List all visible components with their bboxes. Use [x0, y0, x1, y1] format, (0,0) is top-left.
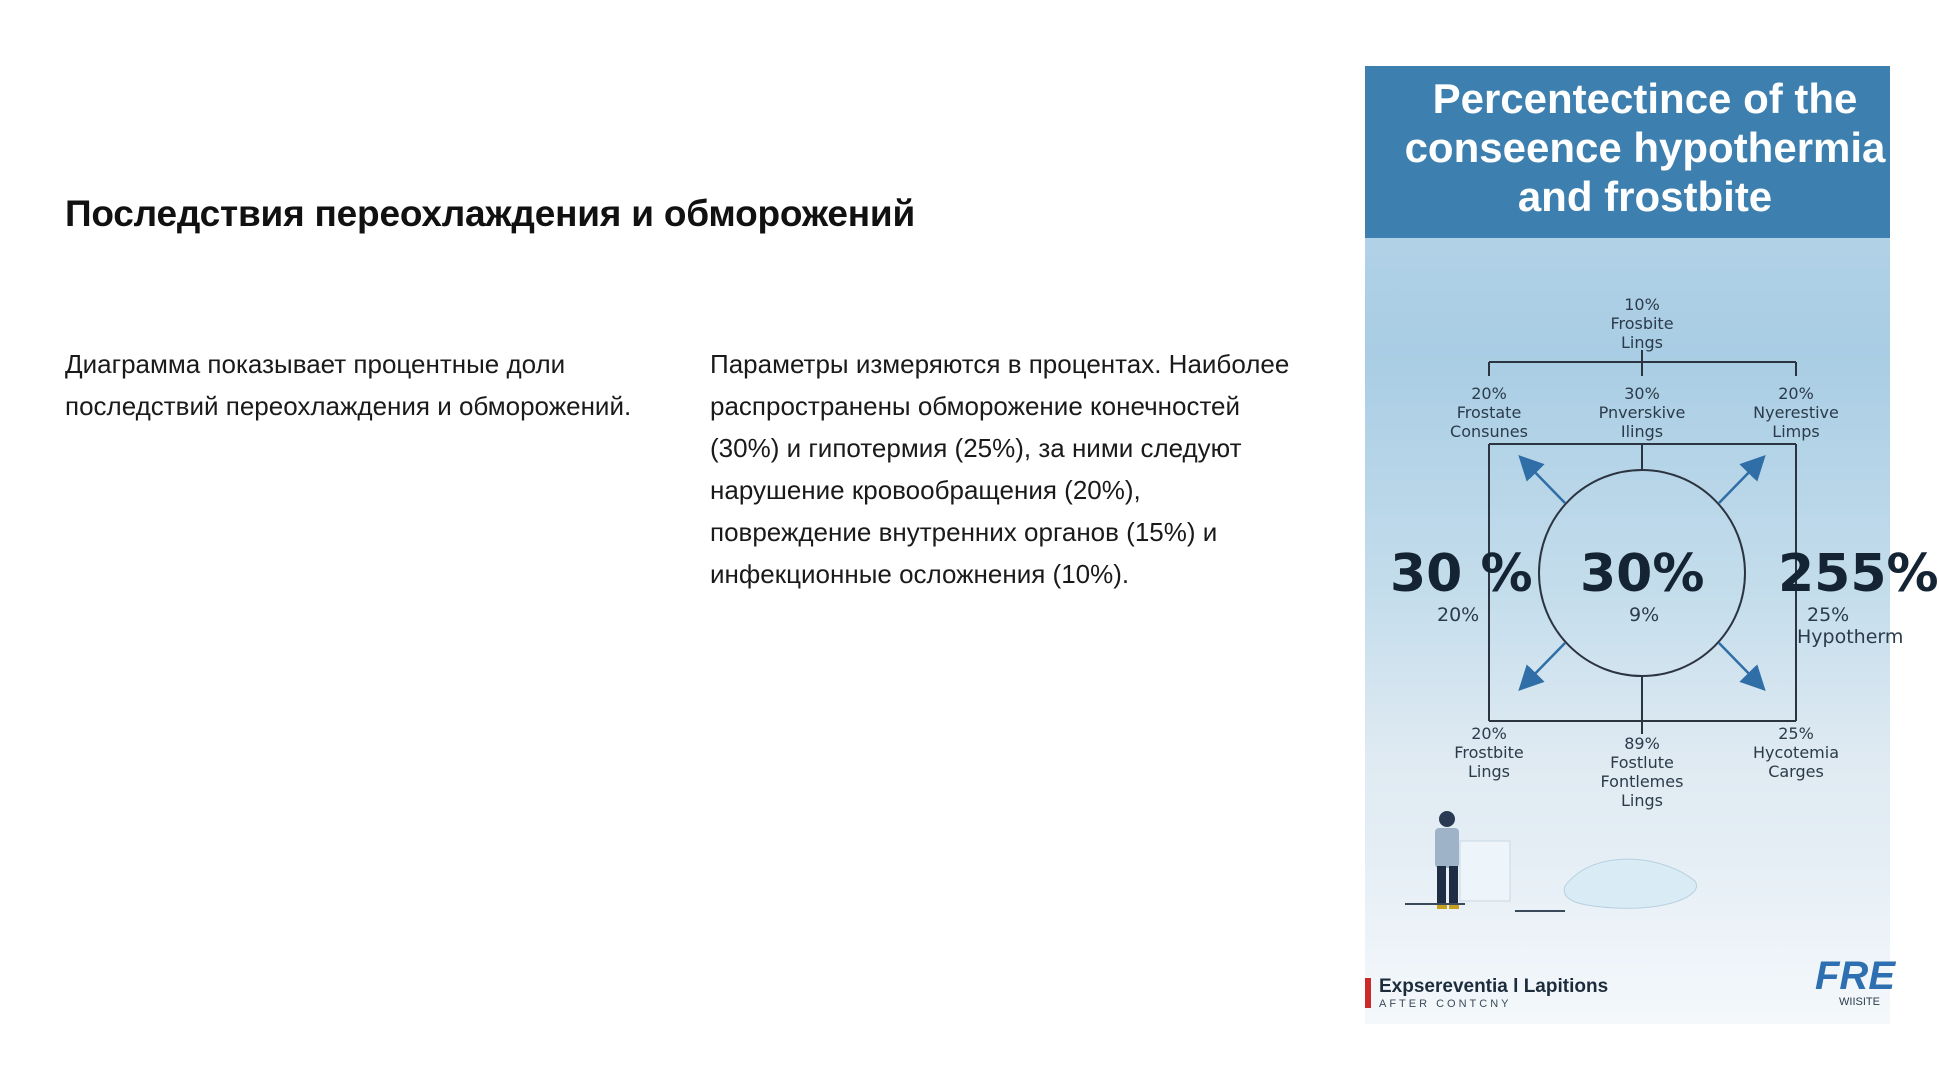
upper-left-label: 20% Frostate Consunes: [1450, 384, 1528, 441]
left-small-value: 20%: [1437, 604, 1480, 626]
poster-title-line: conseence hypothermia: [1404, 124, 1886, 171]
ice-block: [1460, 841, 1697, 908]
center-small-value: 9%: [1629, 604, 1660, 626]
footer-caption: Expsereventia l Lapitions: [1379, 976, 1609, 997]
right-big-value: 255%: [1778, 544, 1939, 604]
slide-title: Последствия переохлаждения и обморожений: [65, 193, 915, 234]
infographic-image: [1365, 66, 1939, 1024]
footer-logo: FRE: [1815, 954, 1895, 998]
description-text: Диаграмма показывает процентные доли последствий переохлаждения и обморожений.: [65, 349, 632, 421]
footer-subcaption: AFTER CONTCNY: [1379, 998, 1512, 1010]
poster-title-line: Percentectince of the: [1432, 75, 1858, 122]
right-small-label: Hypotherm: [1797, 626, 1904, 648]
center-big-value: 30%: [1580, 544, 1705, 604]
parameters-text: Параметры измеряются в процентах. Наиболее распространены обморожение конечностей (30%) и гипотермия (25%), за ними следуют нарушение кровообращения (20%), повреждение внутренних органов (15%) и инфекционные осложнения (10%).: [710, 349, 1290, 589]
lower-right-label: 25% Hycotemia Carges: [1752, 724, 1840, 781]
upper-right-label: 20% Nyerestive Limps: [1753, 384, 1839, 441]
lower-left-label: 20% Frostbite Lings: [1454, 724, 1524, 781]
top-label: 10% Frosbite Lings: [1610, 295, 1674, 352]
right-small-value: 25%: [1807, 604, 1850, 626]
poster-title-line: and frostbite: [1517, 173, 1773, 220]
red-mark: [1365, 978, 1371, 1008]
footer-logo-sub: WIISITE: [1839, 996, 1880, 1008]
left-big-value: 30 %: [1390, 544, 1533, 604]
person-figure: [1435, 811, 1459, 909]
upper-center-label: 30% Pnverskive Ilings: [1598, 384, 1686, 441]
sled: [1405, 904, 1565, 911]
lower-center-label: 89% Fostlute Fontlemes Lings: [1600, 734, 1684, 810]
